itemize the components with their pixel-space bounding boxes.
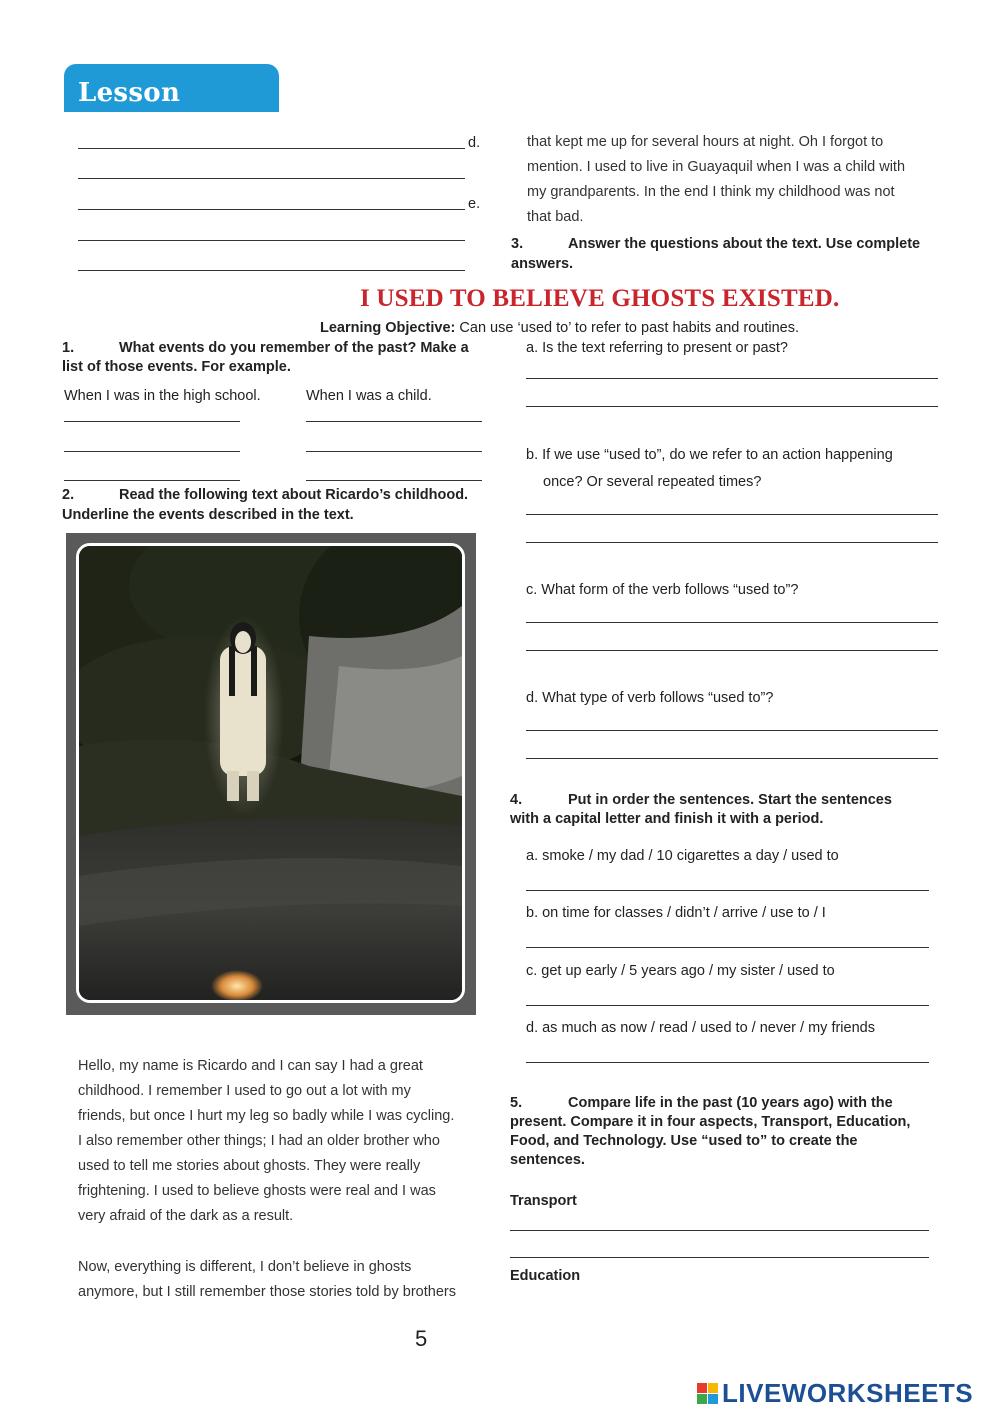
liveworksheets-brand[interactable]: LIVEWORKSHEETS <box>722 1378 974 1408</box>
q3-question-c: c. What form of the verb follows “used to”? <box>526 582 799 598</box>
answer-line[interactable] <box>526 650 938 651</box>
q1-heading-line1: What events do you remember of the past? Make a <box>119 340 469 356</box>
answer-line[interactable] <box>526 1062 929 1063</box>
answer-line[interactable] <box>526 730 938 731</box>
q3-heading-line1: Answer the questions about the text. Use complete <box>568 236 921 252</box>
ghost-photo-illustration <box>79 546 462 1000</box>
answer-line[interactable] <box>306 480 482 481</box>
answer-line[interactable] <box>78 270 465 271</box>
q5-heading-line1: Compare life in the past (10 years ago) with the <box>568 1095 893 1111</box>
item-letter-d: d. <box>468 135 481 151</box>
q1-example-child: When I was a child. <box>306 388 432 404</box>
story-line: anymore, but I still remember those stories told by brothers <box>78 1284 456 1300</box>
item-letter-e: e. <box>468 196 481 212</box>
story-continued-line: that kept me up for several hours at night. Oh I forgot to <box>527 134 884 150</box>
q4-item-b: b. on time for classes / didn’t / arrive / use to / I <box>526 905 826 921</box>
learning-objective-label: Learning Objective: <box>320 320 456 336</box>
q5-heading-line4: sentences. <box>510 1152 585 1168</box>
q4-item-a: a. smoke / my dad / 10 cigarettes a day / used to <box>526 848 839 864</box>
story-line: childhood. I remember I used to go out a lot with my <box>78 1083 411 1099</box>
q4-item-c: c. get up early / 5 years ago / my sister / used to <box>526 963 835 979</box>
learning-objective <box>320 319 799 337</box>
story-line: used to tell me stories about ghosts. They were really <box>78 1158 421 1174</box>
answer-line[interactable] <box>64 480 240 481</box>
story-line: frightening. I used to believe ghosts were real and I was <box>78 1183 436 1199</box>
answer-line[interactable] <box>526 947 929 948</box>
q4-item-d: d. as much as now / read / used to / never / my friends <box>526 1020 875 1036</box>
q3-number: 3. <box>511 236 524 252</box>
ghost-photo <box>76 543 465 1003</box>
story-line: Now, everything is different, I don’t believe in ghosts <box>78 1259 412 1275</box>
answer-line[interactable] <box>306 421 482 422</box>
q4-number: 4. <box>510 792 523 808</box>
answer-line[interactable] <box>78 240 465 241</box>
q5-transport-label: Transport <box>510 1193 577 1209</box>
q5-number: 5. <box>510 1095 523 1111</box>
q2-heading-line2: Underline the events described in the text. <box>62 507 354 523</box>
answer-line[interactable] <box>78 148 465 149</box>
q3-question-b-cont: once? Or several repeated times? <box>543 474 762 490</box>
answer-line[interactable] <box>78 209 465 210</box>
story-continued-line: that bad. <box>527 209 584 225</box>
q4-heading-line2: with a capital letter and finish it with a period. <box>510 811 824 827</box>
answer-line[interactable] <box>526 622 938 623</box>
answer-line[interactable] <box>526 758 938 759</box>
q3-heading-line2: answers. <box>511 256 574 272</box>
q3-question-d: d. What type of verb follows “used to”? <box>526 690 774 706</box>
story-line: I also remember other things; I had an older brother who <box>78 1133 440 1149</box>
q1-example-highschool: When I was in the high school. <box>64 388 261 404</box>
q5-heading-line3: Food, and Technology. Use “used to” to create the <box>510 1133 858 1149</box>
answer-line[interactable] <box>526 406 938 407</box>
story-line: very afraid of the dark as a result. <box>78 1208 294 1224</box>
answer-line[interactable] <box>510 1230 929 1231</box>
answer-line[interactable] <box>306 451 482 452</box>
answer-line[interactable] <box>526 378 938 379</box>
q4-heading-line1: Put in order the sentences. Start the sentences <box>568 792 892 808</box>
q1-number: 1. <box>62 340 75 356</box>
story-line: Hello, my name is Ricardo and I can say I had a great <box>78 1058 423 1074</box>
q2-heading-line1: Read the following text about Ricardo’s childhood. <box>119 487 469 503</box>
story-line: friends, but once I hurt my leg so badly while I was cycling. <box>78 1108 455 1124</box>
liveworksheets-logo-icon <box>697 1383 719 1405</box>
answer-line[interactable] <box>526 514 938 515</box>
story-continued-line: mention. I used to live in Guayaquil when I was a child with <box>527 159 906 175</box>
answer-line[interactable] <box>64 421 240 422</box>
q3-question-b: b. If we use “used to”, do we refer to an action happening <box>526 447 893 463</box>
story-continued-line: my grandparents. In the end I think my childhood was not <box>527 184 895 200</box>
answer-line[interactable] <box>64 451 240 452</box>
q5-heading-line2: present. Compare it in four aspects, Transport, Education, <box>510 1114 911 1130</box>
q1-heading-line2: list of those events. For example. <box>62 359 291 375</box>
page-title: I USED TO BELIEVE GHOSTS EXISTED. <box>360 285 840 312</box>
answer-line[interactable] <box>526 890 929 891</box>
answer-line[interactable] <box>510 1257 929 1258</box>
q2-number: 2. <box>62 487 75 503</box>
page-number: 5 <box>415 1326 428 1351</box>
answer-line[interactable] <box>526 542 938 543</box>
learning-objective-text: Can use ‘used to’ to refer to past habits and routines. <box>455 320 800 336</box>
answer-line[interactable] <box>526 1005 929 1006</box>
lesson-label: Lesson <box>78 78 181 108</box>
answer-line[interactable] <box>78 178 465 179</box>
q5-education-label: Education <box>510 1268 581 1284</box>
q3-question-a: a. Is the text referring to present or past? <box>526 340 788 356</box>
